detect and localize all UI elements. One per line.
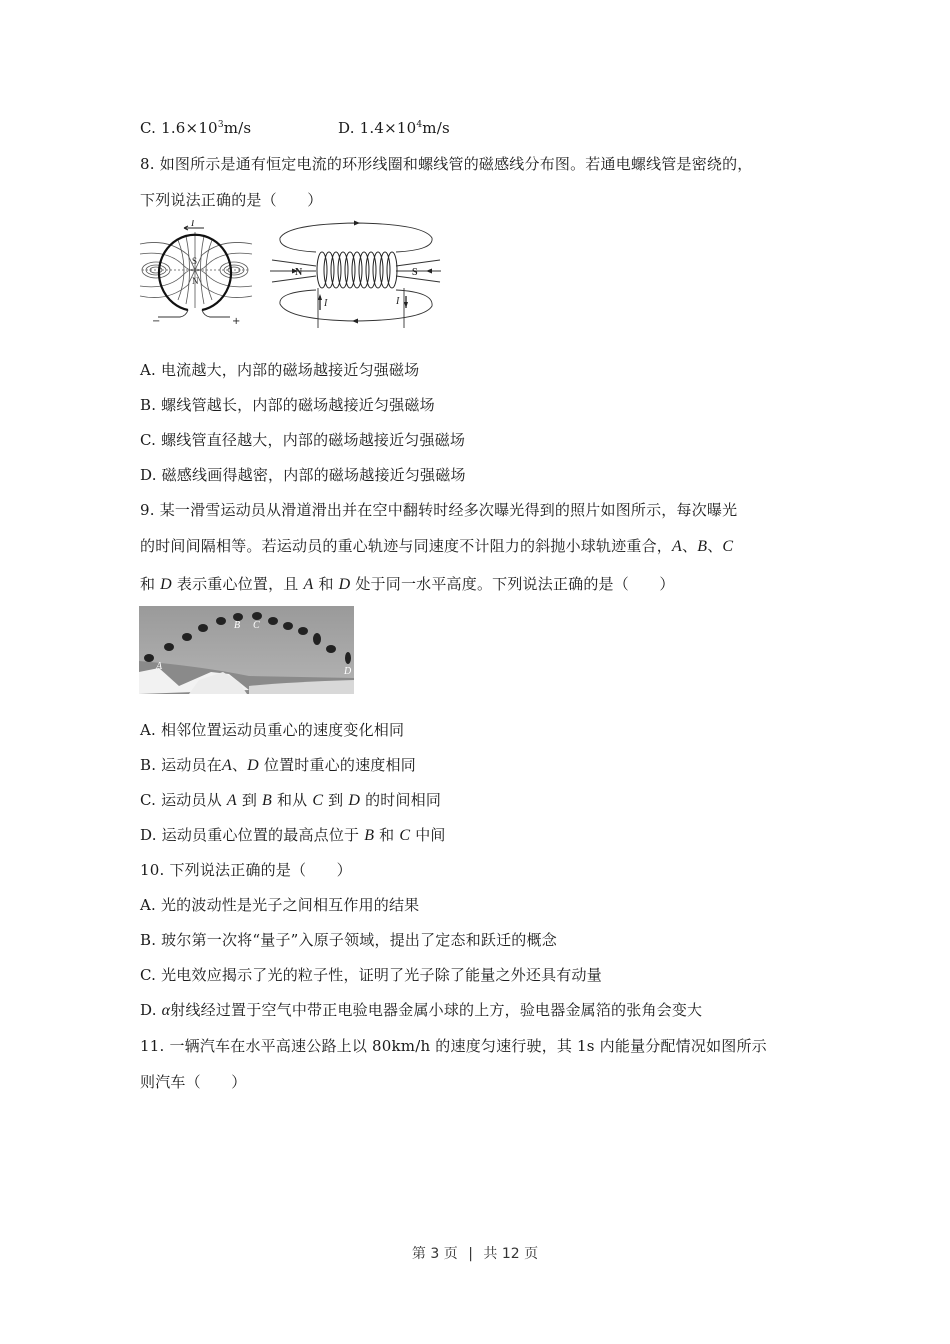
option-text: 运动员在 xyxy=(161,756,222,774)
option-label: C. xyxy=(140,966,157,984)
option-text: 中间 xyxy=(415,826,446,844)
svg-text:I: I xyxy=(191,220,195,229)
question-text: 处于同一水平高度。下列说法正确的是（ ） xyxy=(355,575,675,593)
svg-text:N: N xyxy=(295,267,303,278)
q8-stem-line2 xyxy=(140,190,322,210)
variable: A xyxy=(221,757,232,774)
solenoid-field-figure xyxy=(268,220,443,328)
q10-option-c xyxy=(140,965,602,985)
ring-coil-field-figure xyxy=(138,220,256,330)
option-text: 到 xyxy=(328,791,344,809)
option-text: 的时间相同 xyxy=(365,791,442,809)
q10-option-b xyxy=(140,930,557,950)
q8-option-a xyxy=(140,360,419,380)
alpha-symbol: α xyxy=(161,1002,171,1019)
question-text: 的时间间隔相等。若运动员的重心轨迹与同速度不计阻力的斜抛小球轨迹重合， xyxy=(140,537,673,555)
q9-option-a xyxy=(140,720,404,740)
option-text: 、 xyxy=(231,756,248,774)
option-text: 光电效应揭示了光的粒子性，证明了光子除了能量之外还具有动量 xyxy=(161,966,602,984)
skier-multi-exposure-photo xyxy=(139,606,354,694)
page-footer xyxy=(0,1243,950,1263)
svg-text:S: S xyxy=(192,256,198,266)
option-text: 相邻位置运动员重心的速度变化相同 xyxy=(160,721,405,739)
q9-stem-line2: 的时间间隔相等。若运动员的重心轨迹与同速度不计阻力的斜抛小球轨迹重合，A、B、C xyxy=(140,537,734,555)
current-page-number: 3 xyxy=(430,1246,440,1262)
q7-option-c xyxy=(140,118,251,138)
q9-option-c xyxy=(140,790,441,811)
q8-option-d xyxy=(140,465,466,485)
question-text: 下列说法正确的是（ ） xyxy=(140,191,323,209)
option-label: A. xyxy=(140,721,157,739)
option-value: 1.6×10 xyxy=(161,119,218,137)
exponent: 3 xyxy=(217,120,224,130)
total-pages-number: 12 xyxy=(501,1246,520,1262)
option-label: C. xyxy=(140,791,157,809)
q8-stem-line1 xyxy=(140,154,753,174)
svg-text:B: B xyxy=(234,620,241,631)
question-text: 和 xyxy=(318,575,334,593)
question-text: 某一滑雪运动员从滑道滑出并在空中翻转时经多次曝光得到的照片如图所示，每次曝光 xyxy=(159,501,738,519)
variable: D xyxy=(348,792,361,809)
option-text: 射线经过置于空气中带正电验电器金属小球的上方，验电器金属箔的张角会变大 xyxy=(170,1001,703,1019)
option-label: D. xyxy=(140,1001,157,1019)
option-text: 光的波动性是光子之间相互作用的结果 xyxy=(160,896,420,914)
option-text: 位置时重心的速度相同 xyxy=(263,756,416,774)
option-label: C. xyxy=(140,431,157,449)
question-text: 则汽车（ ） xyxy=(140,1073,247,1091)
unit: m/s xyxy=(223,119,252,137)
question-number: 10. xyxy=(140,861,165,879)
option-text: 螺线管越长，内部的磁场越接近匀强磁场 xyxy=(161,396,435,414)
option-text: 螺线管直径越大，内部的磁场越接近匀强磁场 xyxy=(161,431,466,449)
question-text: 如图所示是通有恒定电流的环形线圈和螺线管的磁感线分布图。若通电螺线管是密绕的， xyxy=(159,155,753,173)
footer-text: 共 xyxy=(483,1246,498,1262)
option-label: D. xyxy=(338,119,355,137)
option-text: 和 xyxy=(379,826,395,844)
variable: A xyxy=(226,792,237,809)
question-number: 9. xyxy=(140,501,155,519)
footer-separator: | xyxy=(468,1246,473,1262)
option-value: 1.4×10 xyxy=(359,119,417,137)
option-label: A. xyxy=(140,896,157,914)
question-number: 8. xyxy=(140,155,155,173)
option-text: 到 xyxy=(241,791,258,809)
svg-text:I: I xyxy=(396,296,400,307)
variable: A xyxy=(303,576,314,593)
svg-text:N: N xyxy=(192,276,199,286)
q11-stem-line1 xyxy=(140,1036,767,1056)
variable: D xyxy=(247,757,259,774)
variable: C xyxy=(722,538,734,555)
option-label: C. xyxy=(140,119,157,137)
q8-option-b xyxy=(140,395,435,415)
option-label: B. xyxy=(140,931,157,949)
option-text: 运动员重心位置的最高点位于 xyxy=(161,826,360,844)
q9-stem-line3 xyxy=(140,574,675,595)
option-text: 和从 xyxy=(276,791,308,809)
svg-text:+: + xyxy=(232,316,241,327)
option-text: 玻尔第一次将“量子”入原子领域，提出了定态和跃迁的概念 xyxy=(161,931,557,949)
question-text: 下列说法正确的是（ ） xyxy=(169,861,352,879)
variable: B xyxy=(262,792,272,809)
variable: D xyxy=(160,576,172,593)
variable: B xyxy=(697,538,708,555)
variable: B xyxy=(364,827,375,844)
footer-text: 第 xyxy=(411,1246,426,1262)
q10-option-a xyxy=(140,895,419,915)
footer-text: 页 xyxy=(524,1246,539,1262)
q11-stem-line2 xyxy=(140,1072,246,1092)
svg-text:−: − xyxy=(152,316,161,327)
question-text: 和 xyxy=(140,575,156,593)
option-text: 电流越大，内部的磁场越接近匀强磁场 xyxy=(160,361,420,379)
svg-text:S: S xyxy=(412,267,418,278)
q8-option-c xyxy=(140,430,465,450)
svg-text:D: D xyxy=(344,666,352,677)
q10-option-d xyxy=(140,1000,702,1021)
question-text: 一辆汽车在水平高速公路上以 80km/h 的速度匀速行驶，其 1s 内能量分配情况如图所示 xyxy=(169,1037,767,1055)
option-label: B. xyxy=(140,756,157,774)
q9-option-d xyxy=(140,825,446,846)
option-label: B. xyxy=(140,396,157,414)
variable: D xyxy=(338,576,351,593)
variable: C xyxy=(312,792,324,809)
q9-stem-line1 xyxy=(140,500,737,520)
option-text: 磁感线画得越密，内部的磁场越接近匀强磁场 xyxy=(161,466,466,484)
question-number: 11. xyxy=(140,1037,165,1055)
option-label: D. xyxy=(140,466,157,484)
unit: m/s xyxy=(422,119,450,137)
svg-text:C: C xyxy=(253,620,260,631)
q7-option-d xyxy=(338,118,450,138)
exponent: 4 xyxy=(416,120,423,130)
option-text: 运动员从 xyxy=(161,791,222,809)
svg-text:A: A xyxy=(156,661,163,672)
variable: A xyxy=(672,538,682,555)
svg-text:I: I xyxy=(324,298,328,309)
question-text: 表示重心位置，且 xyxy=(176,575,299,593)
option-label: D. xyxy=(140,826,157,844)
option-label: A. xyxy=(140,361,157,379)
q10-stem xyxy=(140,860,352,880)
variable: C xyxy=(399,827,411,844)
footer-text: 页 xyxy=(443,1246,458,1262)
q9-option-b xyxy=(140,755,416,776)
